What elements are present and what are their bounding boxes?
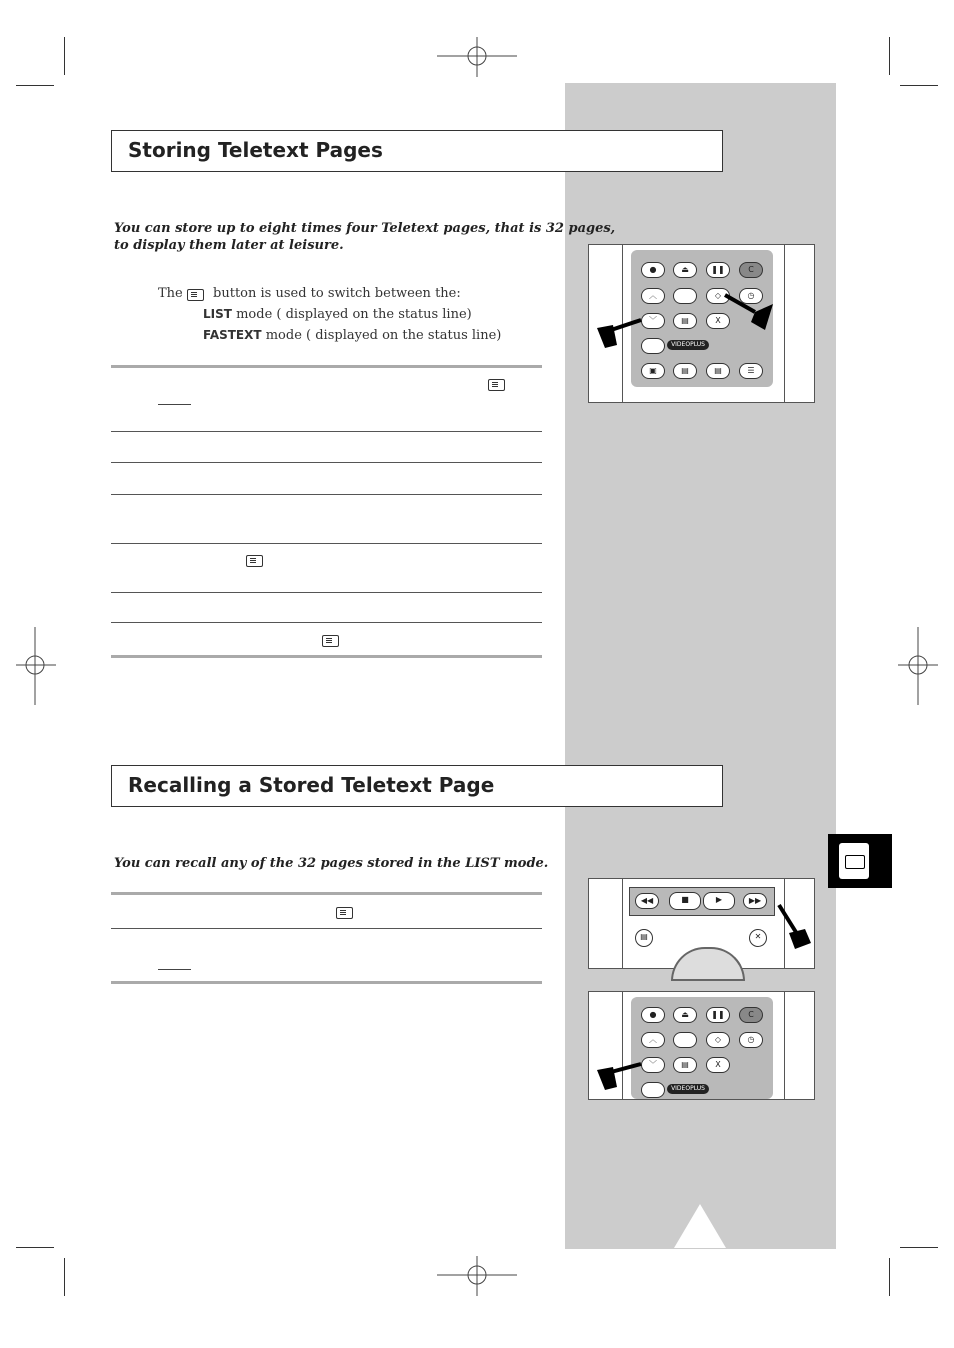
stop-button: ■ — [669, 892, 701, 910]
timer-button: ◷ — [739, 1032, 763, 1048]
clear-button: C — [739, 262, 763, 278]
crop-mark — [900, 1247, 938, 1248]
crop-mark — [889, 37, 890, 75]
table-rule — [111, 543, 542, 544]
section-title: Storing Teletext Pages — [128, 138, 383, 162]
picture-button: ▣ — [641, 363, 665, 379]
intro-text: You can recall any of the 32 pages stored in the LIST mode. — [114, 856, 549, 871]
store-icon — [246, 555, 263, 567]
menu-button: ☰ — [739, 363, 763, 379]
crop-mark — [900, 85, 938, 86]
intro-text — [114, 220, 615, 254]
registration-target-left — [16, 627, 56, 705]
crop-mark — [16, 85, 54, 86]
table-rule — [111, 494, 542, 495]
up-button: ︿ — [641, 1032, 665, 1048]
text: mode ( displayed on the status line) — [265, 328, 502, 343]
videoplus-label: VIDEOPLUS — [667, 1084, 709, 1094]
page-triangle — [672, 1204, 728, 1248]
crop-mark — [64, 37, 65, 75]
pause-button: ❚❚ — [706, 262, 730, 278]
pause-button: ❚❚ — [706, 1007, 730, 1023]
rewind-button: ◀◀ — [635, 893, 659, 909]
intro-line: You can store up to eight times four Teletext pages, that is 32 pages, — [114, 221, 616, 236]
crop-mark — [64, 1258, 65, 1296]
cancel-button: X — [706, 1057, 730, 1073]
table-rule — [111, 592, 542, 593]
teletext-icon — [187, 289, 204, 301]
table-rule — [111, 655, 542, 658]
blank-button — [673, 1032, 697, 1048]
up-button: ︿ — [641, 288, 665, 304]
table-rule — [111, 928, 542, 929]
table-rule — [111, 365, 542, 368]
teletext-icon — [488, 379, 505, 391]
fastext-mode-line — [203, 325, 501, 346]
crop-mark — [16, 1247, 54, 1248]
eject-button: ⏏ — [673, 1007, 697, 1023]
teletext-tab-icon — [839, 843, 869, 879]
pointer-arrow — [595, 1052, 655, 1092]
eject-button: ⏏ — [673, 262, 697, 278]
section-title-box — [111, 130, 723, 172]
underline-stub — [158, 969, 191, 970]
text: mode ( displayed on the status line) — [236, 307, 472, 322]
down-button: ﹀ — [641, 313, 665, 329]
teletext-button: ▤ — [673, 1057, 697, 1073]
table-rule — [111, 981, 542, 984]
pointer-arrows — [595, 290, 813, 350]
pointer-arrow — [775, 899, 813, 954]
cancel-button: X — [706, 313, 730, 329]
channel-dial — [671, 947, 745, 981]
fast-forward-button: ▶▶ — [743, 893, 767, 909]
table-rule — [111, 622, 542, 623]
mute-button: ✕ — [749, 929, 767, 947]
videoplus-label: VIDEOPLUS — [667, 340, 709, 350]
diamond-button: ◇ — [706, 1032, 730, 1048]
section-title-box — [111, 765, 723, 807]
remote-illustration — [588, 878, 815, 969]
registration-target-top — [437, 37, 517, 77]
remote-illustration — [588, 991, 815, 1100]
table-rule — [111, 431, 542, 432]
text: button is used to switch between the: — [213, 286, 461, 301]
registration-target-right — [898, 627, 938, 705]
teletext-icon — [322, 635, 339, 647]
remote-illustration — [588, 244, 815, 403]
teletext-icon — [336, 907, 353, 919]
table-rule — [111, 892, 542, 895]
list-term: LIST — [203, 307, 232, 321]
record-button: ● — [641, 262, 665, 278]
crop-mark — [889, 1258, 890, 1296]
section-title: Recalling a Stored Teletext Page — [128, 773, 495, 797]
record-button: ● — [641, 1007, 665, 1023]
list-mode-line — [203, 304, 472, 325]
clear-button: C — [739, 1007, 763, 1023]
teletext-button: ▤ — [673, 363, 697, 379]
intro-line: to display them later at leisure. — [114, 238, 344, 253]
text: The — [158, 286, 183, 301]
underline-stub — [158, 404, 191, 405]
timer-button: ◷ — [739, 288, 763, 304]
teletext-mix-button: ▤ — [635, 929, 653, 947]
teletext-button: ▤ — [673, 313, 697, 329]
table-rule — [111, 462, 542, 463]
fastext-term: FASTEXT — [203, 328, 262, 342]
registration-target-bottom — [437, 1256, 517, 1296]
down-button: ﹀ — [641, 1057, 665, 1073]
diamond-button: ◇ — [706, 288, 730, 304]
play-button: ▶ — [703, 892, 735, 910]
teletext-button: ▤ — [706, 363, 730, 379]
